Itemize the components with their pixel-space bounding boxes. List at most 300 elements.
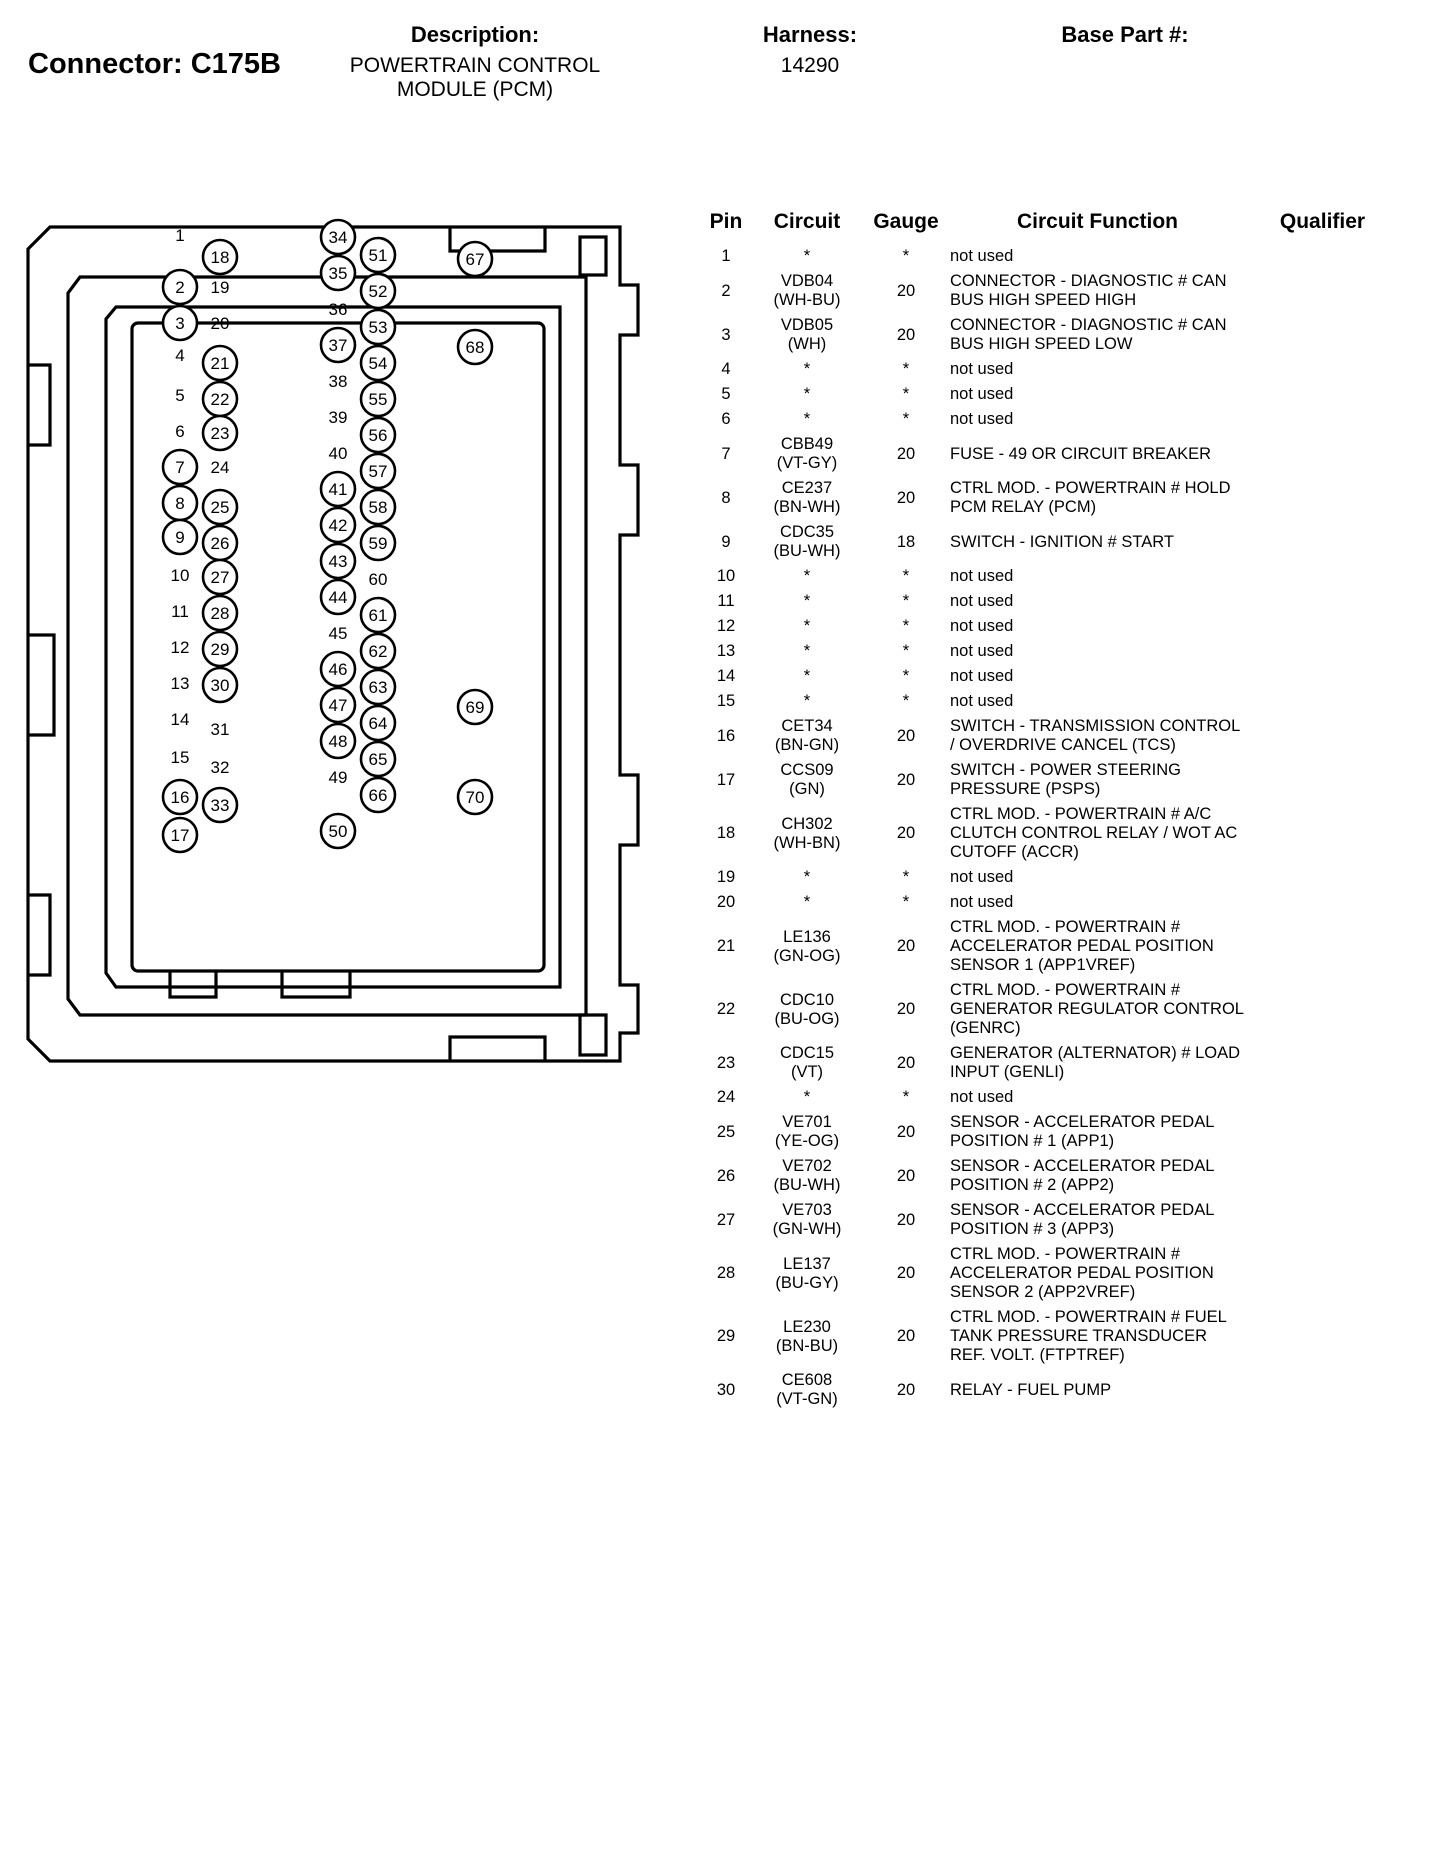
- table-row: [700, 664, 1400, 689]
- page-header: [0, 0, 1440, 160]
- pin-circle-7: [163, 450, 197, 484]
- cell-pin: 19: [716, 868, 736, 886]
- table-row: [700, 1154, 1400, 1198]
- svg-text:69: 69: [465, 698, 485, 717]
- pin-label-60: 60: [368, 570, 388, 589]
- svg-text:21: 21: [210, 354, 230, 373]
- pin-label-19: 19: [210, 278, 230, 297]
- svg-text:9: 9: [175, 528, 185, 547]
- pin-label-4: 4: [175, 346, 185, 365]
- svg-text:18: 18: [210, 248, 230, 267]
- svg-text:64: 64: [368, 714, 388, 733]
- cell-circuit: CET34 (BN-GN): [774, 717, 840, 754]
- pin-circle-33: [203, 788, 237, 822]
- cell-function: not used: [950, 410, 1014, 428]
- cell-gauge: 20: [896, 1122, 916, 1141]
- cell-qualifier: [1245, 915, 1400, 978]
- cell-qualifier: [1245, 614, 1400, 639]
- cell-circuit: *: [803, 667, 811, 685]
- pin-circle-8: [163, 486, 197, 520]
- pin-circle-67: [458, 242, 492, 276]
- cell-pin: 4: [721, 360, 731, 378]
- cell-gauge: 20: [896, 488, 916, 507]
- svg-text:70: 70: [465, 788, 485, 807]
- table-row: [700, 589, 1400, 614]
- cell-circuit: CDC15 (VT): [779, 1044, 835, 1081]
- cell-circuit: CCS09 (GN): [780, 761, 834, 798]
- pin-label-45: 45: [328, 624, 348, 643]
- cell-qualifier: [1245, 664, 1400, 689]
- svg-text:52: 52: [368, 282, 388, 301]
- pin-circle-42: [321, 508, 355, 542]
- table-row: [700, 802, 1400, 865]
- cell-circuit: CDC10 (BU-OG): [774, 990, 840, 1028]
- cell-circuit: VDB05 (WH): [780, 316, 834, 353]
- description-column: [330, 22, 620, 102]
- pin-label-36: 36: [328, 300, 348, 319]
- description-label: Description:: [410, 22, 540, 47]
- cell-gauge: 18: [896, 532, 916, 551]
- cell-function: SWITCH - TRANSMISSION CONTROL / OVERDRIVE CANCEL (TCS): [950, 717, 1240, 754]
- table-row: [700, 520, 1400, 564]
- pin-circle-51: [361, 238, 395, 272]
- pin-circle-21: [203, 346, 237, 380]
- cell-circuit: CH302 (WH-BN): [773, 814, 841, 852]
- cell-function: not used: [950, 893, 1014, 911]
- pin-label-12: 12: [170, 638, 190, 657]
- cell-pin: 21: [716, 937, 736, 955]
- table-row: [700, 244, 1400, 269]
- cell-pin: 7: [721, 444, 731, 463]
- pin-label-11: 11: [171, 602, 189, 621]
- pin-label-14: 14: [170, 710, 190, 729]
- pin-circle-70: [458, 780, 492, 814]
- cell-qualifier: [1245, 1368, 1400, 1412]
- pin-circle-23: [203, 416, 237, 450]
- cell-gauge: 20: [896, 1264, 916, 1282]
- pin-label-20: 20: [210, 314, 230, 333]
- column-header-qualifier: Qualifier: [1279, 210, 1366, 233]
- pin-circle-2: [163, 270, 197, 304]
- svg-text:58: 58: [368, 498, 388, 517]
- cell-circuit: *: [803, 868, 811, 886]
- table-row: [700, 357, 1400, 382]
- pin-circle-47: [321, 688, 355, 722]
- cell-qualifier: [1245, 978, 1400, 1041]
- pin-label-15: 15: [170, 748, 190, 767]
- cell-qualifier: [1245, 890, 1400, 915]
- pin-circle-50: [321, 814, 355, 848]
- connector-outline-svg: [20, 215, 680, 1075]
- svg-text:62: 62: [368, 642, 388, 661]
- svg-text:59: 59: [368, 534, 388, 553]
- cell-gauge: 20: [896, 444, 916, 463]
- pin-circle-34: [321, 220, 355, 254]
- table-row: [700, 614, 1400, 639]
- cell-qualifier: [1245, 382, 1400, 407]
- svg-text:57: 57: [368, 462, 388, 481]
- svg-text:50: 50: [328, 822, 348, 841]
- pin-assignment-table: [700, 210, 1400, 1412]
- cell-qualifier: [1245, 1154, 1400, 1198]
- svg-text:46: 46: [328, 660, 348, 679]
- cell-function: not used: [950, 667, 1014, 685]
- pin-circle-53: [361, 310, 395, 344]
- table-row: [700, 1198, 1400, 1242]
- cell-gauge: 20: [896, 937, 916, 955]
- svg-text:26: 26: [210, 534, 230, 553]
- cell-qualifier: [1245, 564, 1400, 589]
- cell-qualifier: [1245, 1041, 1400, 1085]
- cell-gauge: 20: [896, 770, 916, 789]
- pin-label-32: 32: [210, 758, 230, 777]
- cell-function: GENERATOR (ALTERNATOR) # LOAD INPUT (GENLI): [950, 1044, 1241, 1081]
- table-row: [700, 1041, 1400, 1085]
- table-row: [700, 432, 1400, 476]
- svg-text:53: 53: [368, 318, 388, 337]
- svg-text:67: 67: [465, 250, 485, 269]
- cell-gauge: 20: [896, 325, 916, 344]
- cell-qualifier: [1245, 432, 1400, 476]
- svg-text:56: 56: [368, 426, 388, 445]
- svg-text:30: 30: [210, 676, 230, 695]
- cell-qualifier: [1245, 1085, 1400, 1110]
- cell-circuit: CE237 (BN-WH): [773, 479, 841, 516]
- cell-pin: 5: [721, 385, 731, 403]
- cell-pin: 27: [716, 1210, 736, 1229]
- cell-qualifier: [1245, 1242, 1400, 1305]
- svg-text:3: 3: [175, 314, 185, 333]
- table-row: [700, 890, 1400, 915]
- cell-function: not used: [950, 692, 1014, 710]
- cell-qualifier: [1245, 476, 1400, 520]
- table-row: [700, 915, 1400, 978]
- cell-gauge: *: [902, 385, 910, 403]
- cell-circuit: LE230 (BN-BU): [775, 1317, 839, 1355]
- base-part-column: [980, 22, 1270, 54]
- cell-pin: 13: [716, 642, 736, 660]
- pin-circle-46: [321, 652, 355, 686]
- cell-pin: 22: [716, 1000, 736, 1018]
- table-row: [700, 1242, 1400, 1305]
- pin-label-6: 6: [175, 422, 185, 441]
- svg-text:41: 41: [328, 480, 348, 499]
- cell-function: CTRL MOD. - POWERTRAIN # A/C CLUTCH CONTROL RELAY / WOT AC CUTOFF (ACCR): [950, 805, 1238, 861]
- column-header-circuit: Circuit: [773, 210, 841, 233]
- cell-gauge: *: [902, 247, 910, 265]
- pin-circle-52: [361, 274, 395, 308]
- column-header-gauge: Gauge: [873, 210, 939, 233]
- cell-gauge: *: [902, 692, 910, 710]
- column-header-pin: Pin: [709, 210, 743, 233]
- cell-pin: 11: [717, 592, 735, 610]
- cell-function: SENSOR - ACCELERATOR PEDAL POSITION # 2 (APP2): [950, 1157, 1214, 1194]
- svg-text:51: 51: [368, 246, 388, 265]
- harness-value: 14290: [780, 54, 840, 77]
- cell-gauge: *: [902, 868, 910, 886]
- cell-qualifier: [1245, 520, 1400, 564]
- cell-pin: 25: [716, 1122, 736, 1141]
- table-row: [700, 269, 1400, 313]
- pin-circle-44: [321, 580, 355, 614]
- cell-pin: 8: [721, 488, 731, 507]
- table-row: [700, 382, 1400, 407]
- cell-qualifier: [1245, 269, 1400, 313]
- pin-label-13: 13: [170, 674, 190, 693]
- cell-function: not used: [950, 642, 1014, 660]
- pin-circle-41: [321, 472, 355, 506]
- pin-circle-27: [203, 560, 237, 594]
- cell-gauge: *: [902, 617, 910, 635]
- cell-gauge: *: [902, 642, 910, 660]
- svg-text:42: 42: [328, 516, 348, 535]
- svg-text:29: 29: [210, 640, 230, 659]
- cell-pin: 17: [716, 770, 736, 789]
- table-header-row: [700, 210, 1400, 244]
- pin-circle-68: [458, 330, 492, 364]
- cell-function: CONNECTOR - DIAGNOSTIC # CAN BUS HIGH SPEED LOW: [950, 316, 1227, 353]
- cell-pin: 10: [716, 567, 736, 585]
- cell-function: not used: [950, 617, 1014, 635]
- connector-title: Connector: C175B: [28, 48, 281, 80]
- cell-gauge: *: [902, 667, 910, 685]
- svg-text:27: 27: [210, 568, 230, 587]
- cell-pin: 16: [716, 726, 736, 745]
- pin-circle-54: [361, 346, 395, 380]
- description-value: POWERTRAIN CONTROL MODULE (PCM): [349, 54, 601, 101]
- cell-qualifier: [1245, 689, 1400, 714]
- pin-circle-43: [321, 544, 355, 578]
- svg-text:22: 22: [210, 390, 230, 409]
- svg-text:33: 33: [210, 796, 230, 815]
- pin-circle-61: [361, 598, 395, 632]
- cell-circuit: LE137 (BU-GY): [775, 1254, 839, 1292]
- svg-text:28: 28: [210, 604, 230, 623]
- svg-text:7: 7: [175, 458, 185, 477]
- cell-circuit: *: [803, 617, 811, 635]
- svg-text:23: 23: [210, 424, 230, 443]
- pin-label-10: 10: [170, 566, 190, 585]
- cell-gauge: 20: [896, 281, 916, 300]
- cell-qualifier: [1245, 244, 1400, 269]
- column-header-function: Circuit Function: [1017, 210, 1178, 233]
- cell-circuit: CE608 (VT-GN): [776, 1371, 838, 1408]
- pin-label-40: 40: [328, 444, 348, 463]
- table-row: [700, 1368, 1400, 1412]
- cell-qualifier: [1245, 1305, 1400, 1368]
- svg-text:43: 43: [328, 552, 348, 571]
- pin-circle-56: [361, 418, 395, 452]
- pin-circle-29: [203, 632, 237, 666]
- cell-gauge: 20: [896, 824, 916, 842]
- cell-qualifier: [1245, 1198, 1400, 1242]
- cell-pin: 29: [716, 1327, 736, 1345]
- cell-qualifier: [1245, 758, 1400, 802]
- cell-gauge: *: [902, 1088, 910, 1106]
- cell-qualifier: [1245, 313, 1400, 357]
- cell-gauge: *: [902, 410, 910, 428]
- cell-gauge: 20: [896, 1327, 916, 1345]
- cell-function: not used: [950, 360, 1014, 378]
- pin-circle-37: [321, 328, 355, 362]
- svg-text:65: 65: [368, 750, 388, 769]
- cell-gauge: 20: [896, 1380, 916, 1399]
- cell-circuit: VDB04 (WH-BU): [773, 272, 841, 309]
- svg-text:8: 8: [175, 494, 185, 513]
- pin-circle-55: [361, 382, 395, 416]
- pin-circle-48: [321, 724, 355, 758]
- cell-circuit: *: [803, 592, 811, 610]
- cell-pin: 26: [716, 1166, 736, 1185]
- svg-text:68: 68: [465, 338, 485, 357]
- cell-pin: 28: [716, 1264, 736, 1282]
- cell-circuit: *: [803, 642, 811, 660]
- cell-gauge: *: [902, 893, 910, 911]
- cell-qualifier: [1245, 357, 1400, 382]
- pin-label-39: 39: [328, 408, 348, 427]
- cell-function: CTRL MOD. - POWERTRAIN # GENERATOR REGULATOR CONTROL (GENRC): [950, 981, 1244, 1037]
- cell-gauge: 20: [896, 1210, 916, 1229]
- pin-circle-59: [361, 526, 395, 560]
- svg-text:61: 61: [368, 606, 388, 625]
- pin-circle-28: [203, 596, 237, 630]
- table-row: [700, 313, 1400, 357]
- cell-gauge: 20: [896, 1053, 916, 1072]
- cell-circuit: CBB49 (VT-GY): [776, 435, 838, 472]
- cell-qualifier: [1245, 865, 1400, 890]
- cell-function: not used: [950, 1088, 1014, 1106]
- table-row: [700, 714, 1400, 758]
- svg-text:17: 17: [170, 826, 190, 845]
- cell-circuit: LE136 (GN-OG): [773, 927, 841, 965]
- cell-function: not used: [950, 567, 1014, 585]
- cell-gauge: 20: [896, 1000, 916, 1018]
- cell-function: not used: [950, 385, 1014, 403]
- pin-table-body: [700, 244, 1400, 1412]
- cell-pin: 9: [721, 532, 731, 551]
- cell-function: SWITCH - POWER STEERING PRESSURE (PSPS): [950, 761, 1181, 798]
- table-row: [700, 407, 1400, 432]
- svg-text:63: 63: [368, 678, 388, 697]
- cell-function: not used: [950, 868, 1014, 886]
- cell-gauge: 20: [896, 1166, 916, 1185]
- cell-function: not used: [950, 247, 1014, 265]
- cell-circuit: *: [803, 385, 811, 403]
- svg-text:34: 34: [328, 228, 348, 247]
- pin-label-49: 49: [328, 768, 348, 787]
- pin-circle-35: [321, 256, 355, 290]
- cell-pin: 23: [716, 1053, 736, 1072]
- cell-pin: 30: [716, 1380, 736, 1399]
- cell-function: RELAY - FUEL PUMP: [950, 1380, 1112, 1399]
- pin-circle-22: [203, 382, 237, 416]
- svg-text:25: 25: [210, 498, 230, 517]
- cell-circuit: *: [803, 410, 811, 428]
- cell-gauge: 20: [896, 726, 916, 745]
- pin-circle-26: [203, 526, 237, 560]
- cell-function: CTRL MOD. - POWERTRAIN # ACCELERATOR PEDAL POSITION SENSOR 1 (APP1VREF): [950, 918, 1214, 974]
- cell-qualifier: [1245, 1110, 1400, 1154]
- pin-circle-62: [361, 634, 395, 668]
- cell-function: CTRL MOD. - POWERTRAIN # ACCELERATOR PEDAL POSITION SENSOR 2 (APP2VREF): [950, 1245, 1214, 1301]
- cell-gauge: *: [902, 360, 910, 378]
- pin-circle-66: [361, 778, 395, 812]
- cell-qualifier: [1245, 714, 1400, 758]
- svg-text:66: 66: [368, 786, 388, 805]
- cell-circuit: *: [803, 692, 811, 710]
- pin-circle-63: [361, 670, 395, 704]
- svg-text:2: 2: [175, 278, 185, 297]
- svg-text:47: 47: [328, 696, 348, 715]
- table-row: [700, 758, 1400, 802]
- cell-pin: 24: [716, 1088, 736, 1106]
- pin-label-38: 38: [328, 372, 348, 391]
- connector-pinout-diagram: [20, 215, 680, 1075]
- cell-circuit: *: [803, 893, 811, 911]
- base-part-label: Base Part #:: [1061, 22, 1189, 47]
- cell-gauge: *: [902, 592, 910, 610]
- table-row: [700, 1110, 1400, 1154]
- cell-pin: 20: [716, 893, 736, 911]
- cell-circuit: *: [803, 247, 811, 265]
- harness-column: [700, 22, 920, 78]
- pin-circle-65: [361, 742, 395, 776]
- pin-circle-9: [163, 520, 197, 554]
- svg-text:55: 55: [368, 390, 388, 409]
- cell-pin: 14: [716, 667, 736, 685]
- pin-circle-16: [163, 780, 197, 814]
- table-row: [700, 978, 1400, 1041]
- pin-label-1: 1: [175, 226, 185, 245]
- cell-pin: 2: [721, 281, 731, 300]
- table-row: [700, 639, 1400, 664]
- cell-circuit: *: [803, 567, 811, 585]
- cell-pin: 6: [721, 410, 731, 428]
- pin-circle-58: [361, 490, 395, 524]
- pin-label-31: 31: [210, 720, 230, 739]
- pin-circle-18: [203, 240, 237, 274]
- cell-function: SENSOR - ACCELERATOR PEDAL POSITION # 3 (APP3): [950, 1201, 1214, 1238]
- cell-pin: 18: [716, 824, 736, 842]
- svg-text:44: 44: [328, 588, 348, 607]
- cell-pin: 1: [721, 247, 731, 265]
- table-row: [700, 865, 1400, 890]
- cell-function: FUSE - 49 OR CIRCUIT BREAKER: [950, 444, 1211, 463]
- table-row: [700, 476, 1400, 520]
- cell-circuit: VE701 (YE-OG): [774, 1113, 840, 1150]
- cell-function: CONNECTOR - DIAGNOSTIC # CAN BUS HIGH SPEED HIGH: [950, 272, 1227, 309]
- harness-label: Harness:: [762, 22, 858, 47]
- pin-circle-69: [458, 690, 492, 724]
- cell-pin: 3: [721, 325, 731, 344]
- cell-circuit: *: [803, 360, 811, 378]
- cell-qualifier: [1245, 802, 1400, 865]
- cell-pin: 15: [716, 692, 736, 710]
- table-row: [700, 564, 1400, 589]
- pin-circle-64: [361, 706, 395, 740]
- cell-circuit: *: [803, 1088, 811, 1106]
- pin-circle-25: [203, 490, 237, 524]
- cell-function: CTRL MOD. - POWERTRAIN # FUEL TANK PRESSURE TRANSDUCER REF. VOLT. (FTPTREF): [950, 1308, 1227, 1364]
- pin-table-container: [700, 210, 1420, 1412]
- pin-circle-30: [203, 668, 237, 702]
- svg-text:48: 48: [328, 732, 348, 751]
- cell-circuit: VE703 (GN-WH): [772, 1201, 842, 1238]
- cell-qualifier: [1245, 639, 1400, 664]
- cell-function: SWITCH - IGNITION # START: [950, 532, 1174, 551]
- svg-text:16: 16: [170, 788, 190, 807]
- cell-gauge: *: [902, 567, 910, 585]
